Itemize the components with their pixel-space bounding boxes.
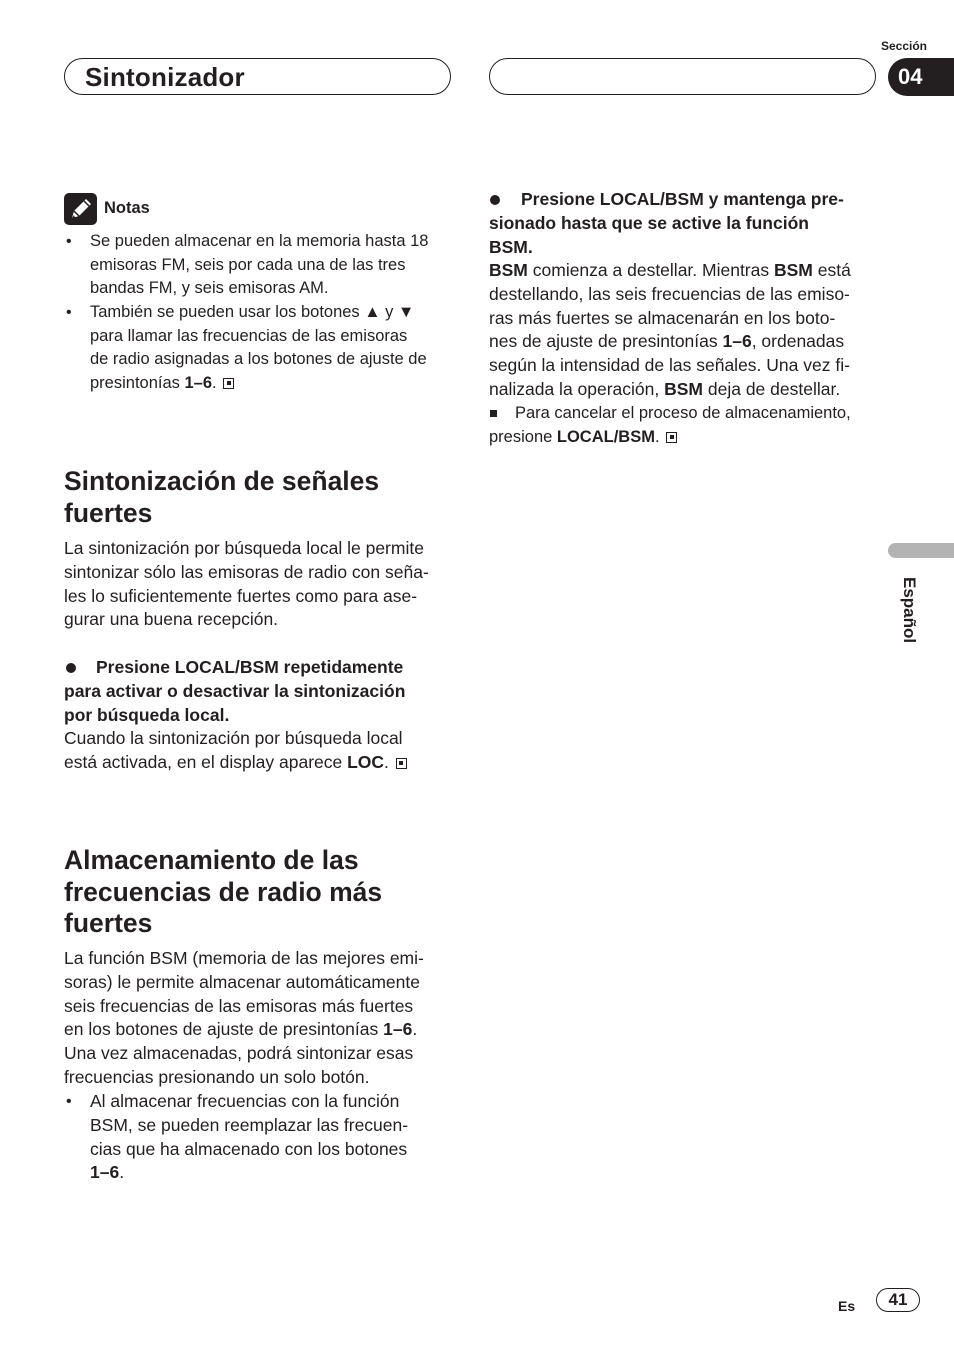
- note-line: [489, 426, 889, 450]
- bold-text: 1–6: [722, 331, 752, 352]
- paragraph-line: les lo suficientemente fuertes como para ase-: [64, 585, 418, 606]
- paragraph-line: La función BSM (memoria de las mejores emi-: [64, 948, 424, 968]
- note-line: bandas FM, y seis emisoras AM.: [90, 279, 329, 298]
- right-note: [489, 402, 889, 449]
- paragraph-line: soras) le permite almacenar automáticamente: [64, 971, 420, 992]
- text: está: [812, 260, 851, 280]
- right-step-text: [489, 259, 889, 402]
- bold-text: 1–6: [383, 1019, 413, 1040]
- note-item-1: • Se pueden almacenar en la memoria hasta 18 emisoras FM, seis por cada una de las tres bandas FM, y seis emisoras AM.: [64, 230, 464, 301]
- bold-text: BSM: [773, 260, 813, 280]
- text: presione: [489, 427, 557, 446]
- pencil-icon: [64, 193, 97, 225]
- paragraph-line: Una vez almacenadas, podrá sintonizar esas: [64, 1043, 414, 1064]
- step-line: por búsqueda local.: [64, 704, 230, 725]
- text-line: [489, 259, 889, 283]
- text: presintonías: [90, 373, 185, 392]
- text: .: [384, 751, 389, 772]
- page-title: Sintonizador: [85, 62, 245, 92]
- paragraph-line: frecuencias presionando un solo botón.: [64, 1066, 370, 1087]
- text: en los botones de ajuste de presintonías: [64, 1019, 384, 1040]
- language-tab-bar: [888, 543, 954, 558]
- text: comienza a destellar. Mientras: [527, 260, 774, 280]
- text: , ordenadas: [751, 331, 845, 352]
- section-number-badge: 04: [888, 58, 954, 96]
- bullet-line: Al almacenar frecuencias con la función: [90, 1091, 400, 1111]
- bullet-line: cias que ha almacenado con los botones: [90, 1138, 408, 1159]
- note-line: Para cancelar el proceso de almacenamiento,: [515, 404, 851, 422]
- text: nes de ajuste de presintonías: [489, 331, 723, 352]
- bold-text: LOCAL/BSM: [556, 427, 655, 446]
- heading-line: frecuencias de radio más: [64, 876, 383, 907]
- section-label: Sección: [880, 39, 927, 53]
- step-text-line: [64, 751, 464, 775]
- text: .: [119, 1162, 125, 1183]
- paragraph-line: La sintonización por búsqueda local le permite: [64, 538, 424, 558]
- section1-step-text: [64, 727, 464, 775]
- bullet-line: [90, 1161, 464, 1185]
- section1-step: [64, 656, 464, 727]
- heading-line: Almacenamiento de las: [64, 845, 359, 875]
- bold-text: BSM: [489, 260, 528, 280]
- note-line: para llamar las frecuencias de las emisoras: [90, 326, 408, 345]
- step-line: Presione LOCAL/BSM y mantenga pre-: [521, 189, 844, 209]
- header-title-pill: [64, 58, 451, 95]
- section2-paragraph: [64, 947, 464, 1090]
- note-line: También se pueden usar los botones ▲ y ▼: [90, 303, 415, 321]
- end-mark-icon: [223, 378, 234, 389]
- paragraph-line: sintonizar sólo las emisoras de radio con seña-: [64, 561, 429, 582]
- text-line: según la intensidad de las señales. Una vez fi-: [489, 355, 850, 376]
- page-number: 41: [876, 1288, 920, 1312]
- step-line: BSM.: [489, 236, 533, 257]
- heading-line: fuertes: [64, 497, 153, 528]
- text: .: [654, 427, 660, 446]
- note-line: de radio asignadas a los botones de ajuste de: [90, 350, 427, 369]
- right-step: [489, 188, 879, 259]
- text-line: [489, 330, 889, 354]
- end-mark-icon: [666, 432, 677, 443]
- heading-line: fuertes: [64, 908, 153, 938]
- section2-bullet: • Al almacenar frecuencias con la función BSM, se pueden reemplazar las frecuen- cias que ha almacenado con los botones 1–6.: [64, 1090, 464, 1185]
- bold-text: BSM: [664, 378, 704, 399]
- text-line: ras más fuertes se almacenarán en los boto-: [489, 307, 836, 328]
- notes-header: [64, 193, 264, 225]
- text: nalizada la operación,: [489, 378, 665, 399]
- end-mark-icon: [396, 758, 407, 769]
- section-heading-bsm: [64, 845, 484, 940]
- paragraph-line: seis frecuencias de las emisoras más fuertes: [64, 995, 414, 1016]
- step-line: para activar o desactivar la sintonización: [64, 680, 406, 701]
- header-empty-pill: [489, 58, 876, 95]
- bold-text: 1–6: [184, 373, 213, 392]
- note-line: emisoras FM, seis por cada una de las tres: [90, 255, 406, 274]
- text: .: [412, 1019, 418, 1040]
- text: .: [212, 373, 217, 392]
- step-text-line: Cuando la sintonización por búsqueda local: [64, 728, 403, 748]
- note-line: [90, 372, 464, 396]
- heading-line: Sintonización de señales: [64, 466, 380, 496]
- notes-title: Notas: [104, 199, 150, 217]
- note-line: Se pueden almacenar en la memoria hasta 18: [90, 232, 429, 250]
- language-code: Es: [838, 1298, 856, 1314]
- section-heading-strong-signals: [64, 466, 464, 529]
- step-line: sionado hasta que se active la función: [489, 212, 809, 233]
- section1-paragraph: [64, 537, 464, 632]
- step-line: Presione LOCAL/BSM repetidamente: [96, 657, 404, 677]
- paragraph-line: gurar una buena recepción.: [64, 609, 279, 630]
- language-label: Español: [900, 577, 919, 644]
- text: deja de destellar.: [703, 378, 841, 399]
- note-item-2: • También se pueden usar los botones ▲ y ▼ para llamar las frecuencias de las emisoras de radio asignadas a los botones de ajuste de presintonías 1–6.: [64, 301, 464, 395]
- paragraph-line: [64, 1018, 464, 1042]
- text-line: destellando, las seis frecuencias de las emiso-: [489, 283, 850, 304]
- bold-text: 1–6: [90, 1162, 120, 1183]
- bold-text: LOC: [347, 751, 385, 772]
- text-line: [489, 378, 889, 402]
- bullet-line: BSM, se pueden reemplazar las frecuen-: [90, 1114, 409, 1135]
- text: está activada, en el display aparece: [64, 751, 348, 772]
